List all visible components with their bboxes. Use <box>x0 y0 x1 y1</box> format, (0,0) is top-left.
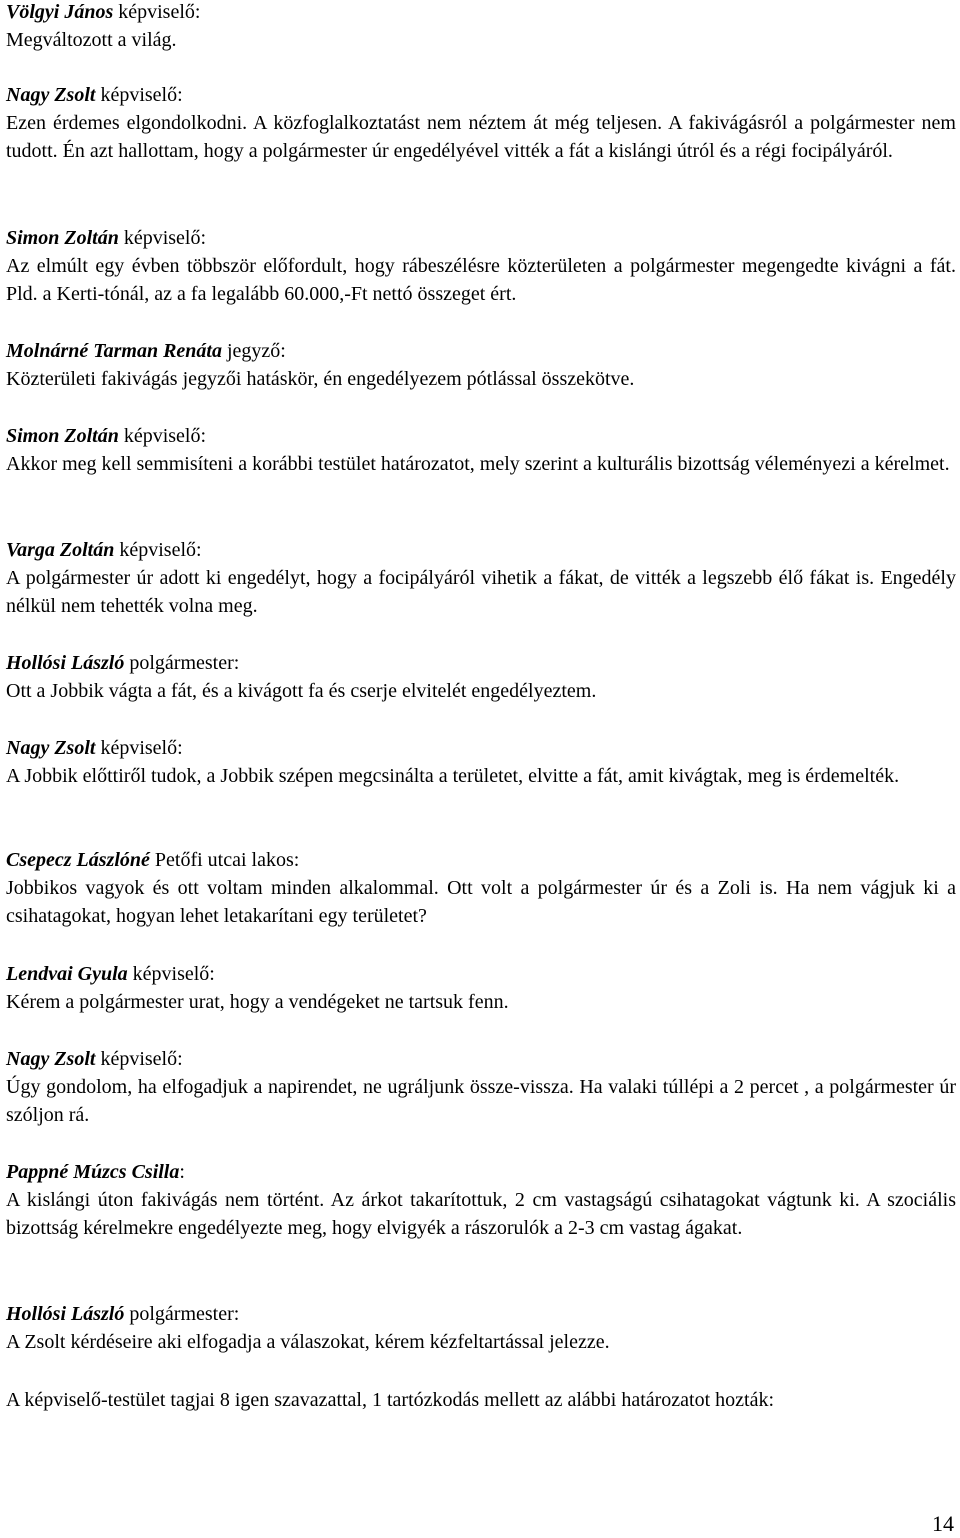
speech-text: Megváltozott a világ. <box>6 29 177 51</box>
closing-statement <box>6 1386 956 1414</box>
speaker-role: képviselő: <box>119 539 202 561</box>
speaker-role: jegyző: <box>227 340 286 362</box>
speech-block <box>6 1045 956 1129</box>
speaker-role: : <box>179 1161 185 1183</box>
speaker-name: Varga Zoltán <box>6 539 115 561</box>
speech-text: Akkor meg kell semmisíteni a korábbi testület határozatot, mely szerint a kulturális bizottság véleményezi a kérelmet. <box>6 453 950 475</box>
speaker-role: Petőfi utcai lakos: <box>154 849 300 871</box>
speaker-line <box>6 224 956 252</box>
speech-text: Ott a Jobbik vágta a fát, és a kivágott fa és cserje elvitelét engedélyeztem. <box>6 680 597 702</box>
speaker-line <box>6 846 956 874</box>
speaker-line <box>6 422 956 450</box>
page-number: 14 <box>932 1511 954 1536</box>
speech-text: Kérem a polgármester urat, hogy a vendégeket ne tartsuk fenn. <box>6 991 509 1013</box>
speech-text: Ezen érdemes elgondolkodni. A közfoglalkoztatást nem néztem át még teljesen. A fakivágásról a polgármester nem tudott. Én azt hallottam, hogy a polgármester úr engedélyével vitték a fát a kislángi útról és a régi focipályáról. <box>6 112 956 162</box>
speaker-line <box>6 536 956 564</box>
speaker-role: képviselő: <box>132 963 215 985</box>
speaker-line <box>6 960 956 988</box>
speaker-name: Nagy Zsolt <box>6 84 96 106</box>
speech-block <box>6 81 956 165</box>
speaker-role: polgármester: <box>129 652 240 674</box>
speaker-name: Csepecz Lászlóné <box>6 849 150 871</box>
speech-text: Közterületi fakivágás jegyzői hatáskör, én engedélyezem pótlással összekötve. <box>6 368 635 390</box>
speech-block <box>6 1158 956 1242</box>
speech-text: Úgy gondolom, ha elfogadjuk a napirendet, ne ugráljunk össze-vissza. Ha valaki túllépi a 2 percet , a polgármester úr szóljon rá. <box>6 1076 956 1126</box>
speech-text: Az elmúlt egy évben többször előfordult, hogy rábeszélésre közterületen a polgármester megengedte kivágni a fát. Pld. a Kerti-tónál, az a fa legalább 60.000,-Ft nettó összeget ért. <box>6 255 956 305</box>
speech-text: A kislángi úton fakivágás nem történt. Az árkot takarítottuk, 2 cm vastagságú csihatagokat vágtunk ki. A szociális bizottság kérelmekre engedélyezte meg, hogy elvigyék a rászorulók a 2-3 cm vastag ágakat. <box>6 1189 956 1239</box>
speaker-name: Hollósi László <box>6 652 125 674</box>
speech-block <box>6 0 956 54</box>
speech-block <box>6 846 956 930</box>
speaker-line <box>6 1300 956 1328</box>
speaker-role: képviselő: <box>118 1 201 23</box>
speaker-line <box>6 0 956 26</box>
speech-block <box>6 536 956 620</box>
speaker-role: polgármester: <box>129 1303 240 1325</box>
speaker-name: Simon Zoltán <box>6 227 119 249</box>
speaker-role: képviselő: <box>100 1048 183 1070</box>
speaker-role: képviselő: <box>100 737 183 759</box>
speaker-line <box>6 734 956 762</box>
speaker-role: képviselő: <box>123 425 207 447</box>
speaker-name: Molnárné Tarman Renáta <box>6 340 222 362</box>
speaker-line <box>6 81 956 109</box>
speech-text: A Zsolt kérdéseire aki elfogadja a válaszokat, kérem kézfeltartással jelezze. <box>6 1331 610 1353</box>
speaker-line <box>6 337 956 365</box>
closing-text: A képviselő-testület tagjai 8 igen szavazattal, 1 tartózkodás mellett az alábbi határozatot hozták: <box>6 1389 775 1411</box>
speech-block <box>6 224 956 308</box>
speech-text: Jobbikos vagyok és ott voltam minden alkalommal. Ott volt a polgármester úr és a Zoli is. Ha nem vágjuk ki a csihatagokat, hogyan lehet letakarítani egy területet? <box>6 877 956 927</box>
speech-block <box>6 1300 956 1356</box>
speaker-name: Völgyi János <box>6 1 114 23</box>
speaker-name: Hollósi László <box>6 1303 125 1325</box>
speech-block <box>6 734 956 790</box>
speaker-name: Pappné Múzcs Csilla <box>6 1161 180 1183</box>
speaker-name: Lendvai Gyula <box>6 963 128 985</box>
speech-block <box>6 649 956 705</box>
speech-block <box>6 960 956 1016</box>
speaker-line <box>6 1045 956 1073</box>
speaker-role: képviselő: <box>123 227 207 249</box>
speaker-name: Nagy Zsolt <box>6 1048 96 1070</box>
speaker-line <box>6 1158 956 1186</box>
speaker-name: Simon Zoltán <box>6 425 119 447</box>
speech-text: A Jobbik előttiről tudok, a Jobbik szépen megcsinálta a területet, elvitte a fát, amit kivágtak, meg is érdemelték. <box>6 765 900 787</box>
speech-block <box>6 422 956 478</box>
speaker-name: Nagy Zsolt <box>6 737 96 759</box>
speaker-role: képviselő: <box>100 84 183 106</box>
speech-text: A polgármester úr adott ki engedélyt, hogy a focipályáról vihetik a fákat, de vitték a legszebb élő fákat is. Engedély nélkül nem tehették volna meg. <box>6 567 956 617</box>
speech-block <box>6 337 956 393</box>
speaker-line <box>6 649 956 677</box>
